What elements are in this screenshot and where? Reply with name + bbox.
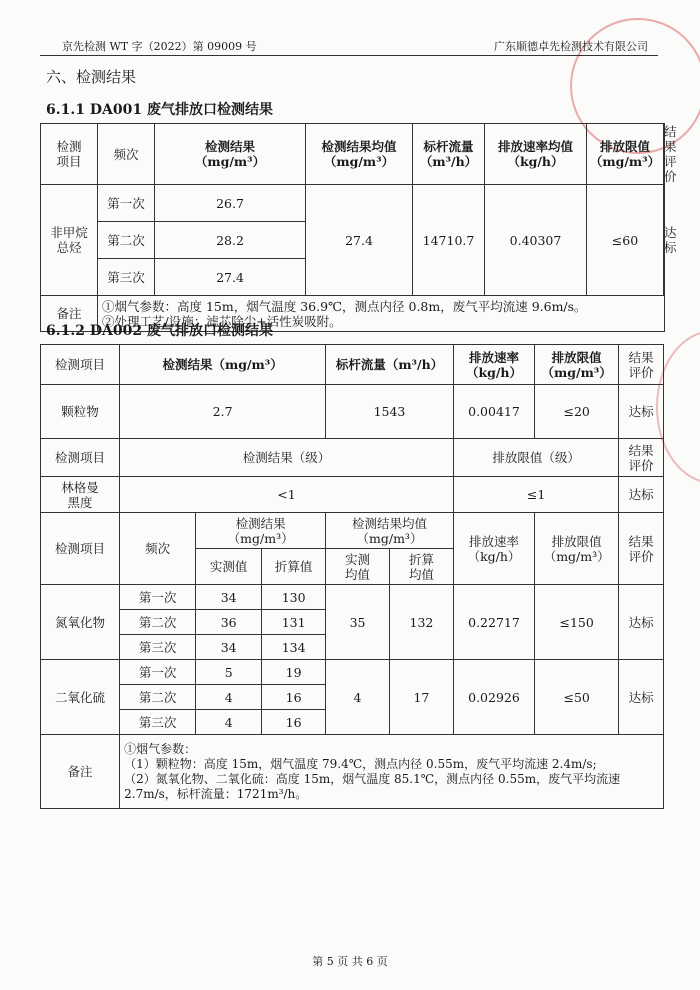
header-result: 检测结果（级） xyxy=(120,439,454,477)
measured-value: 34 xyxy=(196,585,262,610)
section-title: 六、检测结果 xyxy=(46,68,137,86)
page-number: 第 5 页 共 6 页 xyxy=(312,955,388,968)
freq: 第三次 xyxy=(98,259,155,296)
measured-value: 36 xyxy=(196,610,262,635)
eval-value: 达标 xyxy=(664,185,665,296)
remark-label: 备注 xyxy=(41,735,120,809)
company-name: 广东顺德卓先检测技术有限公司 xyxy=(494,40,648,53)
header-flow: 标杆流量（m³/h） xyxy=(326,345,454,385)
limit-value: ≤60 xyxy=(587,185,664,296)
header-eval: 结果 评价 xyxy=(619,345,664,385)
measured-avg: 4 xyxy=(326,660,390,735)
freq: 第一次 xyxy=(120,660,196,685)
table2-title: 6.1.2 DA002 废气排放口检测结果 xyxy=(46,323,273,339)
table-da002 xyxy=(40,344,664,809)
measured-value: 5 xyxy=(196,660,262,685)
measured-value: 4 xyxy=(196,710,262,735)
header-result: 检测结果 （mg/m³） xyxy=(155,124,306,185)
header-rate: 排放速率均值 （kg/h） xyxy=(485,124,587,185)
header-result: 检测结果 （mg/m³） xyxy=(196,513,326,549)
converted-avg: 17 xyxy=(389,660,453,735)
table-da001 xyxy=(40,123,677,332)
header-measured: 实测值 xyxy=(196,549,262,585)
eval-value: 达标 xyxy=(619,585,664,660)
result-value: 28.2 xyxy=(155,222,306,259)
eval-value: 达标 xyxy=(619,477,664,513)
freq: 第三次 xyxy=(120,710,196,735)
header-converted: 折算值 xyxy=(262,549,326,585)
limit-value: ≤1 xyxy=(453,477,618,513)
header-converted-avg: 折算 均值 xyxy=(389,549,453,585)
header-item: 检测项目 xyxy=(41,513,120,585)
rate-value: 0.00417 xyxy=(453,385,534,439)
remark-text: ①烟气参数： （1）颗粒物：高度 15m，烟气温度 79.4℃，测点内径 0.55m，废气平均流速 2.4m/s; （2）氮氧化物、二氧化硫：高度 15m，烟气温度 85.1℃，测点内径 0.55m，废气平均流速 2.7m/s，标杆流量：1721m³/h。 xyxy=(120,735,664,809)
remark-text: ①烟气参数：高度 15m，烟气温度 36.9℃，测点内径 0.8m，废气平均流速 9.6m/s。 ②处理工艺/设施：滤芯除尘+活性炭吸附。 xyxy=(98,296,665,332)
result-value: <1 xyxy=(120,477,454,513)
converted-value: 16 xyxy=(262,710,326,735)
freq: 第二次 xyxy=(120,610,196,635)
item-name: 非甲烷 总烃 xyxy=(41,185,98,296)
freq: 第一次 xyxy=(98,185,155,222)
converted-value: 16 xyxy=(262,685,326,710)
freq: 第二次 xyxy=(98,222,155,259)
measured-avg: 35 xyxy=(326,585,390,660)
header-limit: 排放限值（级） xyxy=(453,439,618,477)
remark-label: 备注 xyxy=(41,296,98,332)
header-rate: 排放速率 （kg/h） xyxy=(453,345,534,385)
rate-value: 0.40307 xyxy=(485,185,587,296)
header-item: 检测项目 xyxy=(41,345,120,385)
header-avg: 检测结果均值 （mg/m³） xyxy=(326,513,454,549)
flow-value: 14710.7 xyxy=(413,185,485,296)
measured-value: 34 xyxy=(196,635,262,660)
eval-value: 达标 xyxy=(619,660,664,735)
limit-value: ≤20 xyxy=(535,385,619,439)
result-value: 27.4 xyxy=(155,259,306,296)
header-limit: 排放限值 （mg/m³） xyxy=(535,345,619,385)
header-item: 检测项目 xyxy=(41,439,120,477)
item-name: 二氧化硫 xyxy=(41,660,120,735)
header-rule xyxy=(40,55,658,56)
rate-value: 0.02926 xyxy=(453,660,534,735)
header-eval: 结果 评价 xyxy=(619,513,664,585)
header-eval: 结果 评价 xyxy=(664,124,677,184)
rate-value: 0.22717 xyxy=(453,585,534,660)
header-item: 检测 项目 xyxy=(41,124,98,185)
limit-value: ≤150 xyxy=(535,585,619,660)
header-limit: 排放限值 （mg/m³） xyxy=(587,124,664,185)
header-rate: 排放速率 （kg/h） xyxy=(453,513,534,585)
converted-value: 130 xyxy=(262,585,326,610)
header-freq: 频次 xyxy=(120,513,196,585)
header-measured-avg: 实测 均值 xyxy=(326,549,390,585)
item-name: 颗粒物 xyxy=(41,385,120,439)
header-result: 检测结果（mg/m³） xyxy=(120,345,326,385)
freq: 第三次 xyxy=(120,635,196,660)
avg-value: 27.4 xyxy=(306,185,413,296)
converted-value: 134 xyxy=(262,635,326,660)
limit-value: ≤50 xyxy=(535,660,619,735)
result-value: 26.7 xyxy=(155,185,306,222)
document-number: 京先检测 WT 字（2022）第 09009 号 xyxy=(62,40,257,53)
freq: 第二次 xyxy=(120,685,196,710)
header-eval: 结果 评价 xyxy=(619,439,664,477)
item-name: 林格曼 黑度 xyxy=(41,477,120,513)
item-name: 氮氧化物 xyxy=(41,585,120,660)
converted-value: 131 xyxy=(262,610,326,635)
eval-value: 达标 xyxy=(619,385,664,439)
measured-value: 4 xyxy=(196,685,262,710)
flow-value: 1543 xyxy=(326,385,454,439)
table1-title: 6.1.1 DA001 废气排放口检测结果 xyxy=(46,102,273,118)
header-flow: 标杆流量 （m³/h） xyxy=(413,124,485,185)
converted-value: 19 xyxy=(262,660,326,685)
header-avg: 检测结果均值 （mg/m³） xyxy=(306,124,413,185)
freq: 第一次 xyxy=(120,585,196,610)
converted-avg: 132 xyxy=(389,585,453,660)
result-value: 2.7 xyxy=(120,385,326,439)
header-freq: 频次 xyxy=(98,124,155,185)
header-limit: 排放限值 （mg/m³） xyxy=(535,513,619,585)
